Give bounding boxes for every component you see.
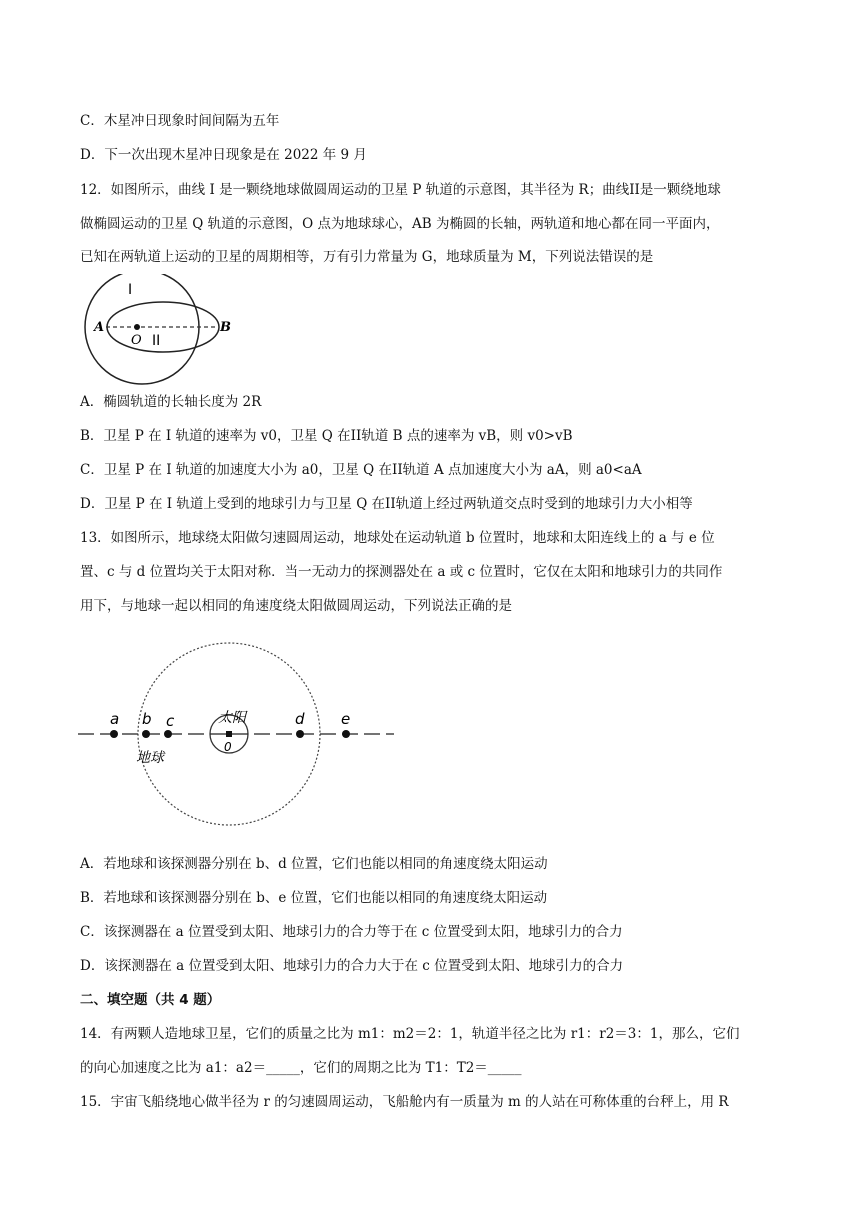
label-a: a bbox=[110, 710, 120, 728]
q13-stem-line1: 13．如图所示，地球绕太阳做匀速圆周运动，地球处在运动轨道 b 位置时，地球和太阳连线上的 a 与 e 位 bbox=[80, 530, 715, 546]
point-a bbox=[110, 730, 118, 738]
q13-stem-line3: 用下，与地球一起以相同的角速度绕太阳做圆周运动，下列说法正确的是 bbox=[80, 598, 512, 614]
label-earth: 地球 bbox=[136, 750, 164, 766]
q12-stem-line1: 12．如图所示，曲线 I 是一颗绕地球做圆周运动的卫星 P 轨道的示意图，其半径为 R；曲线II是一颗绕地球 bbox=[80, 182, 721, 198]
label-point-o: O bbox=[131, 333, 142, 348]
prev-option-d: D．下一次出现木星冲日现象是在 2022 年 9 月 bbox=[80, 147, 367, 163]
section-title: 二、填空题（共 4 题） bbox=[80, 992, 221, 1008]
q12-stem-line3: 已知在两轨道上运动的卫星的周期相等，万有引力常量为 G，地球质量为 M，下列说法错误的是 bbox=[80, 249, 654, 265]
q12-orbit-figure bbox=[80, 274, 250, 396]
label-ellipse-ii: II bbox=[152, 333, 161, 349]
q13-option-b: B．若地球和该探测器分别在 b、e 位置，它们也能以相同的角速度绕太阳运动 bbox=[80, 890, 548, 906]
label-point-b: B bbox=[220, 320, 231, 335]
q12-stem-line2: 做椭圆运动的卫星 Q 轨道的示意图，O 点为地球球心，AB 为椭圆的长轴，两轨道和地心都在同一平面内， bbox=[80, 216, 720, 232]
label-sun-o: 0 bbox=[224, 740, 232, 754]
q13-stem-line2: 置、c 与 d 位置均关于太阳对称．当一无动力的探测器处在 a 或 c 位置时，它仅在太阳和地球引力的共同作 bbox=[80, 564, 723, 580]
q14-stem-line1: 14．有两颗人造地球卫星，它们的质量之比为 m1：m2＝2：1，轨道半径之比为 r1：r2＝3：1，那么，它们 bbox=[80, 1026, 740, 1042]
label-b: b bbox=[142, 710, 152, 728]
label-point-a: A bbox=[94, 320, 105, 335]
q12-option-c: C．卫星 P 在 I 轨道的加速度大小为 a0，卫星 Q 在II轨道 A 点加速度大小为 aA，则 a0<aA bbox=[80, 462, 642, 478]
label-c: c bbox=[166, 712, 175, 730]
q12-option-a: A．椭圆轨道的长轴长度为 2R bbox=[80, 394, 262, 410]
q15-stem-line1: 15．宇宙飞船绕地心做半径为 r 的匀速圆周运动，飞船舱内有一质量为 m 的人站在可称体重的台秤上，用 R bbox=[80, 1094, 729, 1110]
q12-option-d: D．卫星 P 在 I 轨道上受到的地球引力与卫星 Q 在II轨道上经过两轨道交点时受到的地球引力大小相等 bbox=[80, 496, 693, 512]
q13-option-c: C．该探测器在 a 位置受到太阳、地球引力的合力等于在 c 位置受到太阳，地球引力的合力 bbox=[80, 924, 623, 940]
label-sun: 太阳 bbox=[218, 710, 246, 726]
q13-option-d: D．该探测器在 a 位置受到太阳、地球引力的合力大于在 c 位置受到太阳、地球引力的合力 bbox=[80, 958, 624, 974]
point-b bbox=[142, 730, 150, 738]
q14-stem-line2: 的向心加速度之比为 a1：a2＝_____，它们的周期之比为 T1：T2＝_____ bbox=[80, 1060, 522, 1076]
label-d: d bbox=[295, 710, 305, 728]
q12-option-b: B．卫星 P 在 I 轨道的速率为 v0，卫星 Q 在II轨道 B 点的速率为 vB，则 v0>vB bbox=[80, 428, 573, 444]
sun-center-point bbox=[226, 731, 232, 737]
label-circle-i: I bbox=[128, 282, 133, 298]
label-e: e bbox=[341, 710, 351, 728]
q13-sun-earth-figure bbox=[76, 638, 406, 838]
point-e bbox=[342, 730, 350, 738]
earth-center-point bbox=[134, 324, 140, 330]
point-d bbox=[296, 730, 304, 738]
q13-option-a: A．若地球和该探测器分别在 b、d 位置，它们也能以相同的角速度绕太阳运动 bbox=[80, 856, 548, 872]
prev-option-c: C．木星冲日现象时间间隔为五年 bbox=[80, 113, 280, 129]
point-c bbox=[164, 730, 172, 738]
